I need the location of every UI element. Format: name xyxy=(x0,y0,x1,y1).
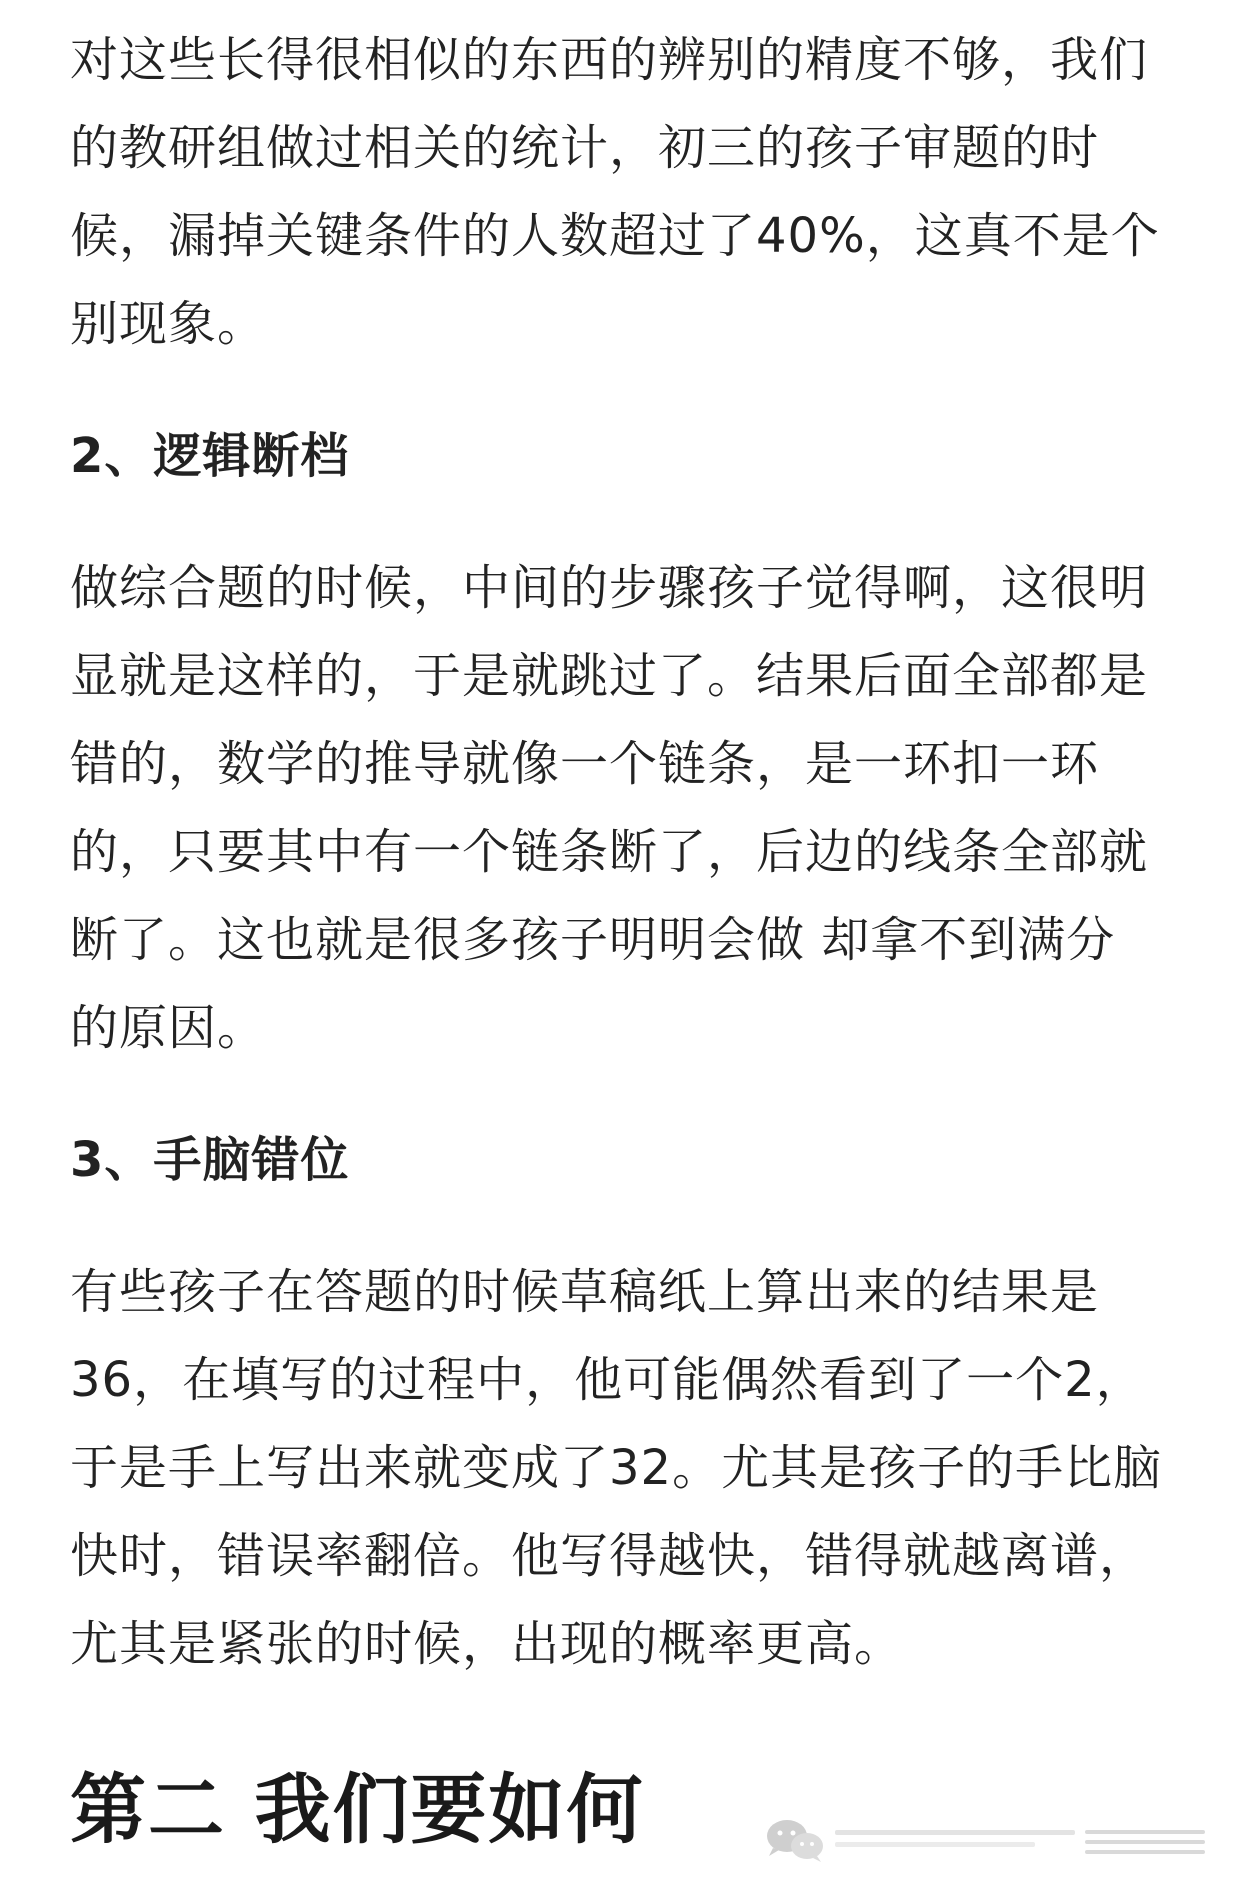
paragraph-line: 断了。这也就是很多孩子明明会做 却拿不到满分 xyxy=(70,912,1116,968)
section-heading: 第二 我们要如何 xyxy=(70,1765,645,1854)
paragraph-line: 的，只要其中有一个链条断了，后边的线条全部就 xyxy=(70,824,1149,880)
paragraph-line: 于是手上写出来就变成了32。尤其是孩子的手比脑 xyxy=(70,1440,1163,1496)
paragraph-hand-brain-mismatch xyxy=(70,1248,1190,1688)
watermark xyxy=(755,1810,1225,1870)
subheading-logic-gap: 2、逻辑断档 xyxy=(70,428,350,484)
article-body xyxy=(70,0,1190,1688)
paragraph-line: 的教研组做过相关的统计，初三的孩子审题的时 xyxy=(70,120,1100,176)
paragraph-line: 有些孩子在答题的时候草稿纸上算出来的结果是 xyxy=(70,1264,1100,1320)
paragraph-line: 错的，数学的推导就像一个链条，是一环扣一环 xyxy=(70,736,1100,792)
paragraph-line: 对这些长得很相似的东西的辨别的精度不够，我们 xyxy=(70,32,1149,88)
paragraph-line: 做综合题的时候，中间的步骤孩子觉得啊，这很明 xyxy=(70,560,1149,616)
subheading-hand-brain-mismatch: 3、手脑错位 xyxy=(70,1132,350,1188)
paragraph-line: 候，漏掉关键条件的人数超过了40%，这真不是个 xyxy=(70,208,1160,264)
paragraph-line: 别现象。 xyxy=(70,296,267,352)
paragraph-logic-gap xyxy=(70,544,1190,1072)
paragraph-line: 36，在填写的过程中，他可能偶然看到了一个2， xyxy=(70,1352,1145,1408)
paragraph-recognition-precision xyxy=(70,16,1190,368)
paragraph-line: 快时，错误率翻倍。他写得越快，错得就越离谱， xyxy=(70,1528,1149,1584)
paragraph-line: 尤其是紧张的时候，出现的概率更高。 xyxy=(70,1616,904,1672)
paragraph-line: 的原因。 xyxy=(70,1000,267,1056)
wechat-icon xyxy=(755,1810,1225,1870)
paragraph-line: 显就是这样的，于是就跳过了。结果后面全部都是 xyxy=(70,648,1149,704)
